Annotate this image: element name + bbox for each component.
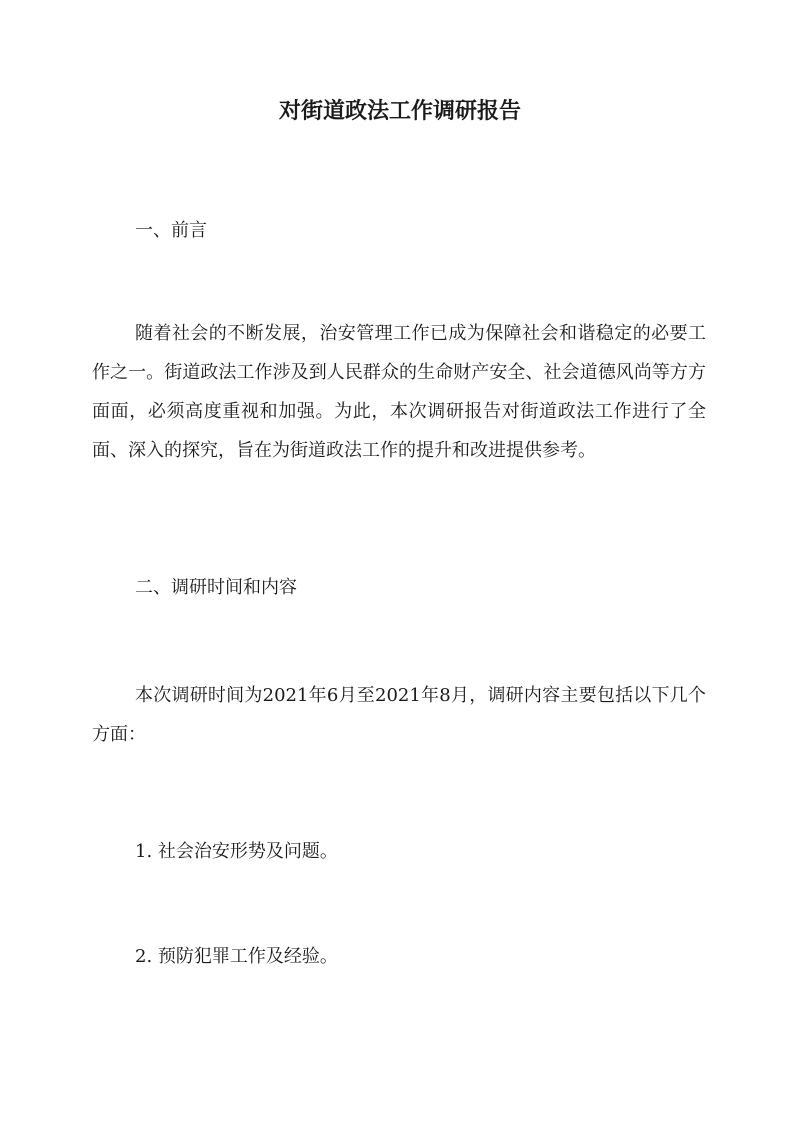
section-heading-intro: 一、前言: [135, 220, 207, 241]
list-item: 1. 社会治安形势及问题。: [135, 841, 338, 862]
section-paragraph-scope: 本次调研时间为2021年6月至2021年8月，调研内容主要包括以下几个方面：: [92, 685, 706, 745]
section-paragraph-intro: 随着社会的不断发展，治安管理工作已成为保障社会和谐稳定的必要工作之一。街道政法工作涉及到人民群众的生命财产安全、社会道德风尚等方方面面，必须高度重视和加强。为此，本次调研报告对街道政法工作进行了全面、深入的探究，旨在为街道政法工作的提升和改进提供参考。: [92, 323, 706, 461]
list-item: 2. 预防犯罪工作及经验。: [135, 946, 338, 967]
document-title: 对街道政法工作调研报告: [278, 98, 521, 124]
section-heading-scope: 二、调研时间和内容: [135, 577, 297, 598]
